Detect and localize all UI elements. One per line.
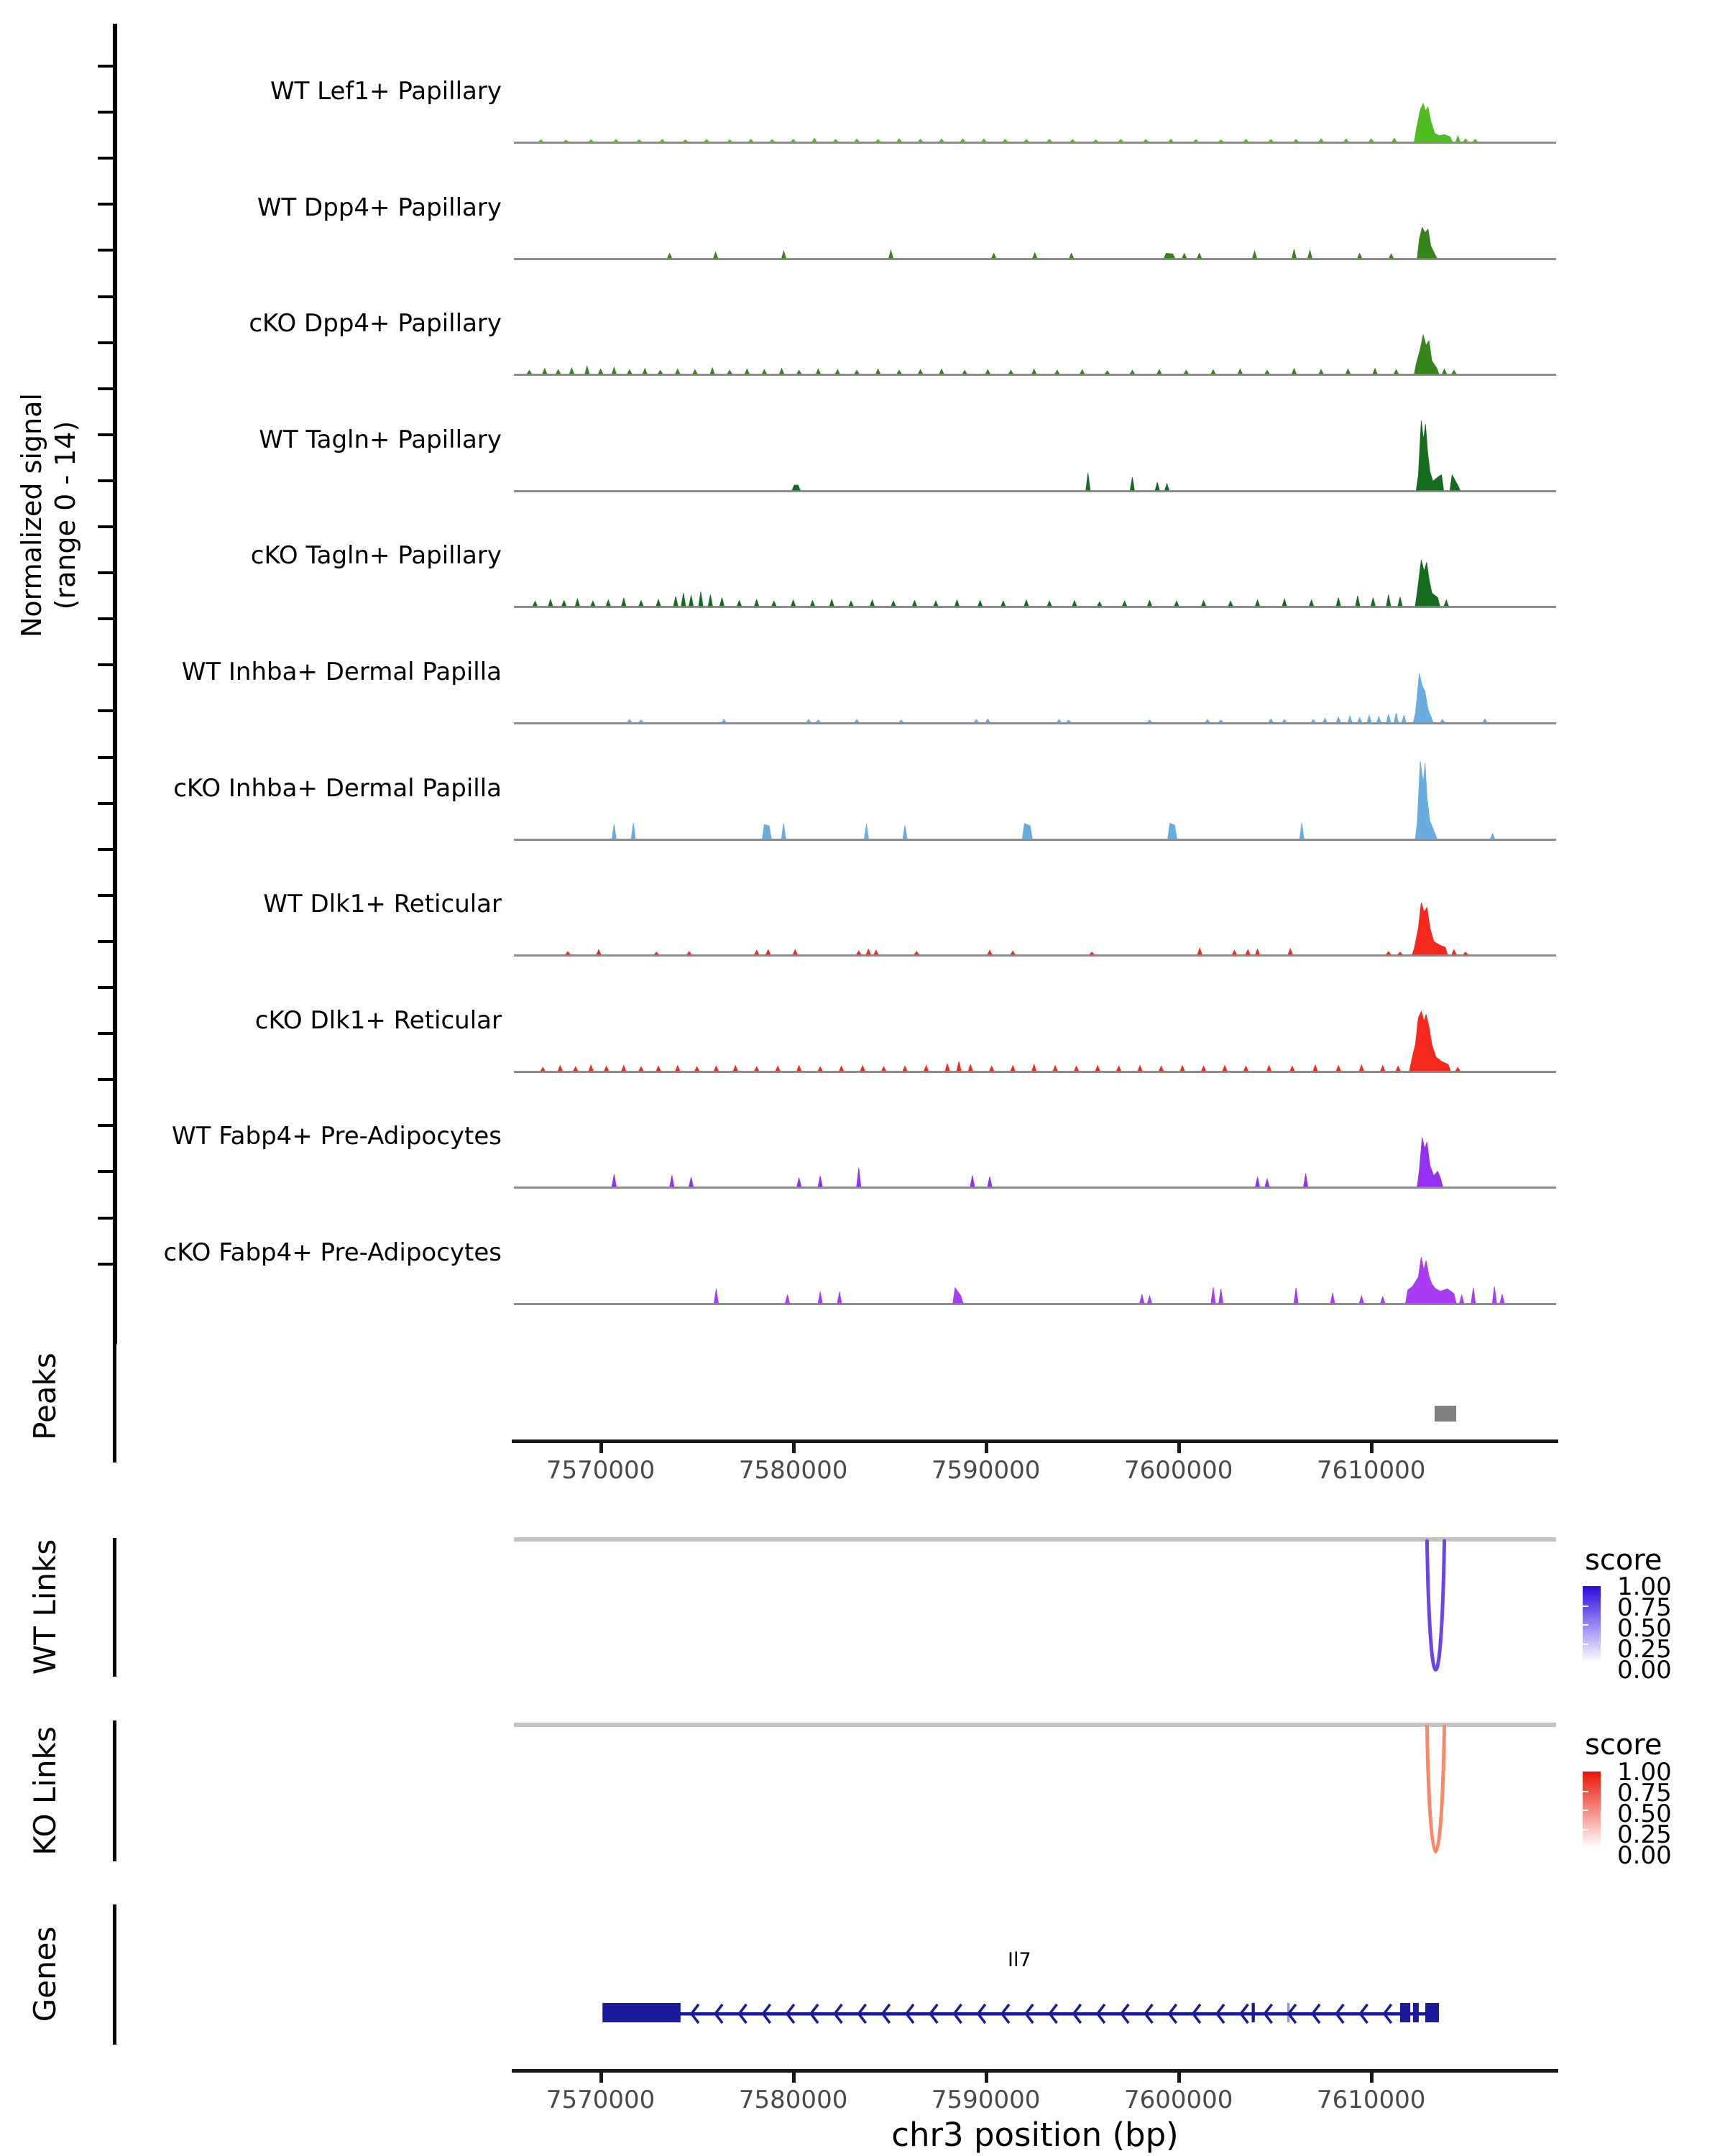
signal-y-axis-tick bbox=[98, 341, 113, 344]
x-axis-line bbox=[512, 1439, 1558, 1443]
score-legend-label: 0.75 bbox=[1617, 1779, 1672, 1807]
track-label: WT Tagln+ Papillary bbox=[259, 425, 502, 454]
score-legend-label: 0.25 bbox=[1617, 1635, 1672, 1664]
score-legend-label: 1.00 bbox=[1617, 1572, 1672, 1601]
track-signal-svg bbox=[514, 174, 1556, 262]
track-signal-svg bbox=[514, 290, 1556, 377]
signal-y-axis-tick bbox=[98, 848, 113, 851]
genes-bracket bbox=[113, 1904, 116, 2045]
signal-y-axis-tick bbox=[98, 479, 113, 482]
x-axis-tick bbox=[599, 2073, 603, 2083]
x-axis-tick bbox=[1370, 1443, 1374, 1453]
score-legend-label: 0.00 bbox=[1617, 1841, 1672, 1870]
x-axis-tick-label: 7580000 bbox=[738, 2086, 848, 2114]
x-axis-tick bbox=[792, 2073, 796, 2083]
track-signal-svg bbox=[514, 522, 1556, 609]
x-axis-tick bbox=[985, 2073, 988, 2083]
score-legend-tick bbox=[1583, 1606, 1588, 1607]
x-axis-tick-label: 7580000 bbox=[738, 1456, 848, 1485]
signal-y-axis-tick bbox=[98, 249, 113, 252]
track-signal-svg bbox=[514, 870, 1556, 958]
score-legend-tick bbox=[1583, 1644, 1588, 1645]
peaks-bracket bbox=[113, 1333, 116, 1462]
score-legend-gradient bbox=[1583, 1586, 1601, 1662]
x-axis-tick-label: 7600000 bbox=[1123, 2086, 1233, 2114]
links-loop-svg bbox=[514, 1537, 1556, 1724]
wt-links-bracket bbox=[113, 1538, 116, 1677]
x-axis-tick bbox=[792, 1443, 796, 1453]
track-label: WT Fabp4+ Pre-Adipocytes bbox=[172, 1122, 502, 1151]
signal-y-axis-label-line2: (range 0 - 14) bbox=[50, 420, 81, 610]
x-axis-tick-label: 7590000 bbox=[931, 2086, 1041, 2114]
track-label: cKO Inhba+ Dermal Papilla bbox=[173, 773, 502, 803]
signal-y-axis-tick bbox=[98, 756, 113, 759]
signal-y-axis-tick bbox=[98, 387, 113, 390]
score-legend-label: 0.25 bbox=[1617, 1820, 1672, 1849]
signal-y-axis-tick bbox=[98, 986, 113, 989]
track-label: cKO Dlk1+ Reticular bbox=[254, 1005, 502, 1035]
gene-model-svg bbox=[514, 1997, 1556, 2032]
score-legend-gradient bbox=[1583, 1772, 1601, 1848]
signal-y-axis-tick bbox=[98, 940, 113, 943]
track-signal-svg bbox=[514, 406, 1556, 494]
x-axis-tick bbox=[599, 1443, 603, 1453]
signal-y-axis-tick bbox=[98, 617, 113, 620]
signal-y-axis-tick bbox=[98, 1078, 113, 1081]
x-axis-tick-label: 7570000 bbox=[546, 1456, 656, 1485]
signal-y-axis-tick bbox=[98, 65, 113, 68]
x-axis-tick bbox=[985, 1443, 988, 1453]
ko-links-legend-title: score bbox=[1585, 1728, 1662, 1761]
signal-y-axis-tick bbox=[98, 111, 113, 114]
track-signal-svg bbox=[514, 638, 1556, 726]
track-label: WT Dlk1+ Reticular bbox=[263, 890, 502, 919]
x-axis-tick-label: 7610000 bbox=[1316, 1456, 1426, 1485]
score-legend-tick bbox=[1583, 1791, 1588, 1792]
wt-links-section-label: WT Links bbox=[27, 1539, 63, 1675]
track-signal-svg bbox=[514, 987, 1556, 1074]
score-legend-label: 0.50 bbox=[1617, 1614, 1672, 1643]
ko-links-bracket bbox=[113, 1720, 116, 1861]
score-legend-tick bbox=[1583, 1829, 1588, 1830]
x-axis-tick bbox=[1370, 2073, 1374, 2083]
track-label: cKO Tagln+ Papillary bbox=[250, 541, 502, 571]
score-legend-label: 0.50 bbox=[1617, 1800, 1672, 1828]
signal-y-axis-tick bbox=[98, 709, 113, 712]
x-axis-tick bbox=[1177, 2073, 1181, 2083]
x-axis-tick-label: 7570000 bbox=[546, 2086, 656, 2114]
x-axis-tick-label: 7600000 bbox=[1123, 1456, 1233, 1485]
track-label: WT Inhba+ Dermal Papilla bbox=[181, 658, 502, 686]
x-axis-title: chr3 position (bp) bbox=[891, 2116, 1179, 2154]
links-loop-svg bbox=[514, 1723, 1556, 1909]
signal-y-axis-tick bbox=[98, 157, 113, 160]
x-axis-tick-label: 7610000 bbox=[1316, 2086, 1426, 2114]
track-signal-svg bbox=[514, 755, 1556, 842]
track-signal-svg bbox=[514, 1219, 1556, 1307]
ko-links-section-label: KO Links bbox=[27, 1726, 63, 1856]
track-label: WT Lef1+ Papillary bbox=[270, 77, 502, 106]
track-signal-svg bbox=[514, 57, 1556, 145]
score-legend-label: 0.75 bbox=[1617, 1593, 1672, 1622]
signal-y-axis-tick bbox=[98, 295, 113, 298]
x-axis-tick bbox=[1177, 1443, 1181, 1453]
signal-y-axis-tick bbox=[98, 1217, 113, 1220]
track-label: cKO Dpp4+ Papillary bbox=[249, 309, 502, 338]
track-label: cKO Fabp4+ Pre-Adipocytes bbox=[163, 1238, 502, 1267]
x-axis-tick-label: 7590000 bbox=[931, 1456, 1041, 1485]
score-legend-tick bbox=[1583, 1810, 1588, 1811]
score-legend-tick bbox=[1583, 1624, 1588, 1626]
signal-y-axis-tick bbox=[98, 1170, 113, 1173]
signal-y-axis-tick bbox=[98, 525, 113, 528]
track-label: WT Dpp4+ Papillary bbox=[257, 193, 502, 222]
signal-y-axis-tick bbox=[98, 571, 113, 574]
peak-box bbox=[1435, 1406, 1455, 1422]
score-legend-label: 0.00 bbox=[1617, 1656, 1672, 1685]
track-signal-svg bbox=[514, 1102, 1556, 1190]
gene-name-label: Il7 bbox=[1008, 1949, 1031, 1971]
score-legend-label: 1.00 bbox=[1617, 1758, 1672, 1787]
wt-links-legend-title: score bbox=[1585, 1544, 1662, 1577]
genes-section-label: Genes bbox=[27, 1926, 63, 2022]
x-axis-line bbox=[512, 2069, 1558, 2073]
peaks-section-label: Peaks bbox=[27, 1353, 63, 1440]
signal-y-axis-label-line1: Normalized signal bbox=[15, 393, 47, 637]
